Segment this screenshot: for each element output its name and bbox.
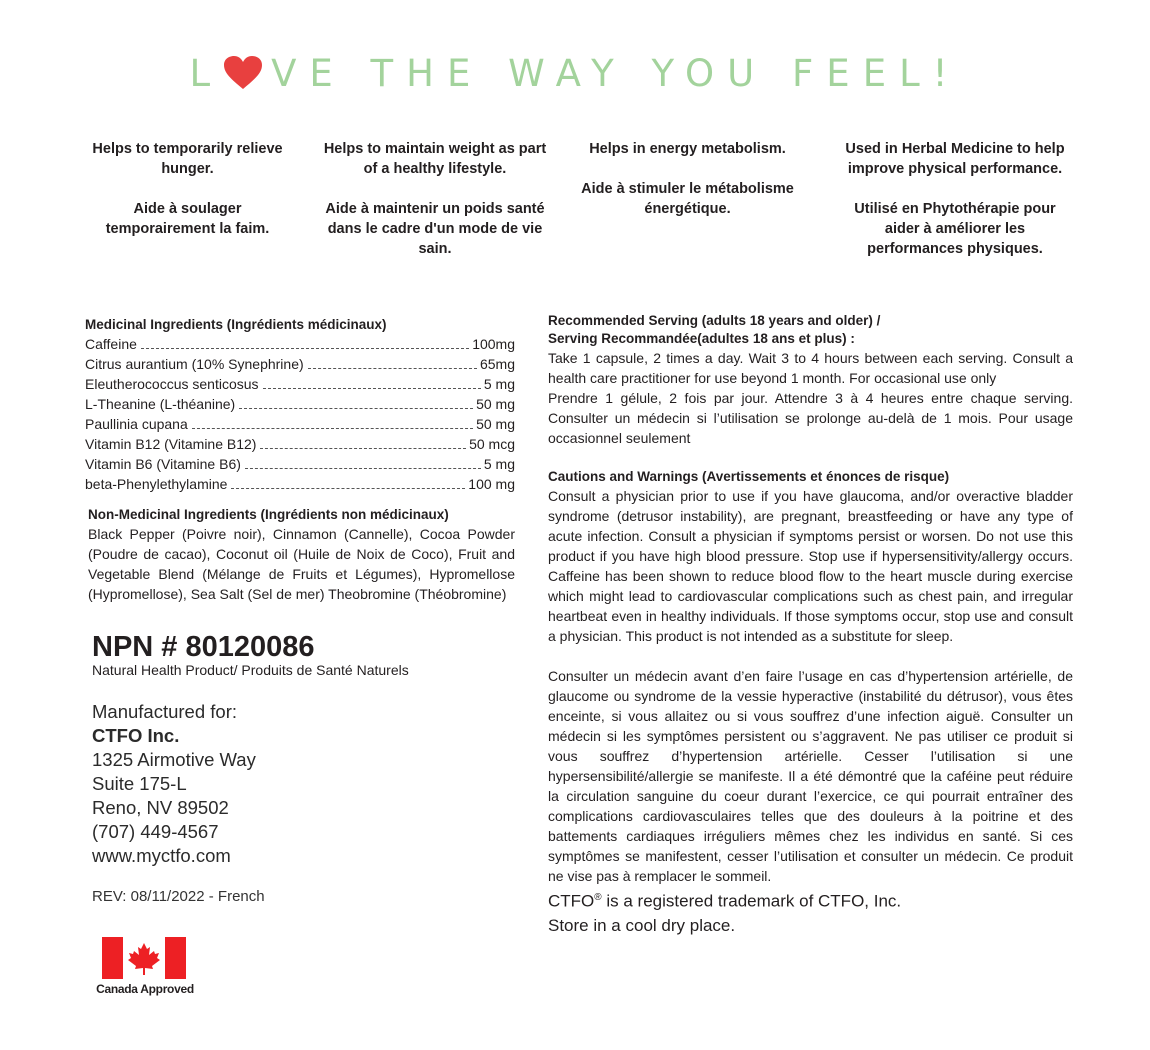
ingredient-amount: 100mg [472, 336, 515, 352]
ingredient-amount: 5 mg [483, 376, 515, 392]
npn-block [85, 632, 515, 678]
ingredient-amount: 100 mg [468, 476, 515, 492]
storage-instructions: Store in a cool dry place. [548, 915, 736, 935]
ingredient-row [85, 394, 515, 414]
claims-row [80, 139, 1080, 279]
phone-number: (707) 449-4567 [92, 821, 219, 842]
claim-en: Helps in energy metabolism. [589, 141, 786, 157]
claim-fr: Aide à soulager temporairement la faim. [105, 201, 270, 237]
leader-dots [231, 487, 465, 489]
ingredient-amount: 50 mcg [469, 436, 515, 452]
address-city: Reno, NV 89502 [92, 797, 229, 818]
non-medicinal-text: Black Pepper (Poivre noir), Cinnamon (Cannelle), Cocoa Powder (Poudre de cacao), Coconut oil (Huile de Noix de Coco), Fruit and Vegetable Blend (Mélange de Fruits et Légumes), Hypromellose (Hypromellose), Sea Salt (Sel de mer) Theobromine (Théobromine) [88, 526, 515, 602]
claim-en: Helps to temporarily relieve hunger. [92, 141, 283, 177]
claim-fr: Utilisé en Phytothérapie pour aider à améliorer les performances physiques. [854, 201, 1056, 257]
leader-dots [141, 347, 469, 349]
ingredient-row [85, 414, 515, 434]
canada-approved-label: Canada Approved [96, 982, 194, 996]
address-line-2: Suite 175-L [92, 773, 187, 794]
ingredient-amount: 65mg [479, 356, 515, 372]
cautions-text-en: Consult a physician prior to use if you have glaucoma, and/or overactive bladder syndrome (detrusor instability), are pregnant, breastfeeding or have any type of acute infection. Consult a physician if symptoms persist or worsen. Do not use this product if you have high blood pressure. Stop use if hypersensitivity/allergy occurs. Caffeine has been shown to reduce blood flow to the heart muscle during exercise which might lead to cardiovascular complications such as chest pain, and irregular heartbeat even in healthy individuals. If those symptoms occur, stop use and consult a physician. This product is not intended as a substitute for sleep. [548, 488, 1073, 644]
medicinal-title: Medicinal Ingredients (Ingrédients médicinaux) [85, 317, 387, 332]
ingredient-row [85, 354, 515, 374]
ingredient-name: Caffeine [85, 336, 137, 352]
claim-fr: Aide à stimuler le métabolisme énergétique. [581, 181, 794, 217]
headline [0, 52, 1150, 95]
ingredient-row [85, 334, 515, 354]
company-name: CTFO Inc. [92, 725, 180, 746]
canada-flag-icon [102, 937, 186, 979]
leader-dots [239, 407, 473, 409]
npn-subtitle: Natural Health Product/ Produits de Santé Naturels [92, 662, 409, 678]
trademark-text: is a registered trademark of CTFO, Inc. [601, 891, 902, 911]
claim-fr: Aide à maintenir un poids santé dans le cadre d'un mode de vie sain. [325, 201, 545, 257]
ingredient-row [85, 454, 515, 474]
ingredient-name: L-Theanine (L-théanine) [85, 396, 236, 412]
website-link[interactable]: www.myctfo.com [92, 845, 231, 866]
ingredient-name: Vitamin B12 (Vitamine B12) [85, 436, 257, 452]
ingredient-name: Paullinia cupana [85, 416, 188, 432]
ingredient-row [85, 474, 515, 494]
ingredient-amount: 5 mg [483, 456, 515, 472]
ingredient-name: Vitamin B6 (Vitamine B6) [85, 456, 241, 472]
leader-dots [192, 427, 473, 429]
serving-text-en: Take 1 capsule, 2 times a day. Wait 3 to 4 hours between each serving. Consult a health care practitioner for use beyond 1 month. For occasional use only [548, 350, 1073, 386]
claim-en: Used in Herbal Medicine to help improve physical performance. [845, 141, 1065, 177]
claim-energy [580, 139, 795, 279]
left-column [85, 316, 515, 905]
canada-approved-badge [95, 937, 195, 996]
heart-icon [223, 55, 263, 91]
trademark-brand: CTFO [548, 891, 595, 911]
ingredient-name: Eleutherococcus senticosus [85, 376, 259, 392]
claim-en: Helps to maintain weight as part of a healthy lifestyle. [323, 141, 547, 177]
non-medicinal-title: Non-Medicinal Ingredients (Ingrédients non médicinaux) [88, 507, 449, 522]
serving-text-fr: Prendre 1 gélule, 2 fois par jour. Attendre 3 à 4 heures entre chaque serving. Consulter un médecin si l’utilisation se prolonge au-delà de 1 mois. Pour usage occasionnel seulement [548, 390, 1073, 446]
ingredient-name: beta-Phenylethylamine [85, 476, 228, 492]
cautions-title: Cautions and Warnings (Avertissements et énonces de risque) [548, 469, 950, 484]
leader-dots [245, 467, 481, 469]
claim-weight [315, 139, 555, 279]
medicinal-ingredients [85, 316, 515, 494]
leader-dots [260, 447, 466, 449]
ingredient-name: Citrus aurantium (10% Synephrine) [85, 356, 304, 372]
npn-number: NPN # 80120086 [92, 631, 315, 663]
registered-mark: ® [594, 892, 602, 903]
leader-dots [308, 367, 477, 369]
ingredient-row [85, 374, 515, 394]
leader-dots [263, 387, 481, 389]
claim-performance [840, 139, 1070, 279]
revision-text: REV: 08/11/2022 - French [92, 888, 265, 905]
cautions-text-fr: Consulter un médecin avant d’en faire l’usage en cas d’hypertension artérielle, de glaucome ou syndrome de la vessie hyperactive (instabilité du détrusor), vous êtes enceinte, si vous allaitez ou si vous souffrez d’une infection aiguë. Consulter un médecin si les symptômes persistent ou s’aggravent. Ne pas utiliser ce produit si vous souffrez d’hypertension artérielle. Cesser l’utilisation si une hypersensibilité/allergie se manifeste. Il a été démontré que la caféine peut réduire la circulation sanguine du coeur durant l’exercice, ce qui pourrait entraîner des complications cardiovasculaires telles que des douleurs à la poitrine et des battements cardiaques irréguliers mêmes chez les individus en santé. Si ces symptômes se manifestent, cesser l’utilisation et consulter un médecin. Ce produit ne vise pas à remplacer le sommeil. [548, 668, 1073, 884]
trademark-notice [548, 886, 1073, 914]
ingredient-row [85, 434, 515, 454]
ingredient-amount: 50 mg [476, 416, 515, 432]
spacer [548, 646, 1073, 666]
right-column [548, 312, 1073, 938]
manufacturer-block [85, 700, 515, 868]
non-medicinal-ingredients [85, 506, 515, 604]
address-line-1: 1325 Airmotive Way [92, 749, 256, 770]
serving-title-en: Recommended Serving (adults 18 years and older) / [548, 313, 881, 328]
claim-hunger [80, 139, 295, 279]
headline-text: VE THE WAY YOU FEEL! [271, 52, 961, 95]
headline-first-letter: L [189, 52, 224, 95]
ingredient-amount: 50 mg [476, 396, 515, 412]
spacer [548, 448, 1073, 468]
manufacturer-label: Manufactured for: [92, 701, 237, 722]
serving-title-fr: Serving Recommandée(adultes 18 ans et plus) : [548, 331, 855, 346]
